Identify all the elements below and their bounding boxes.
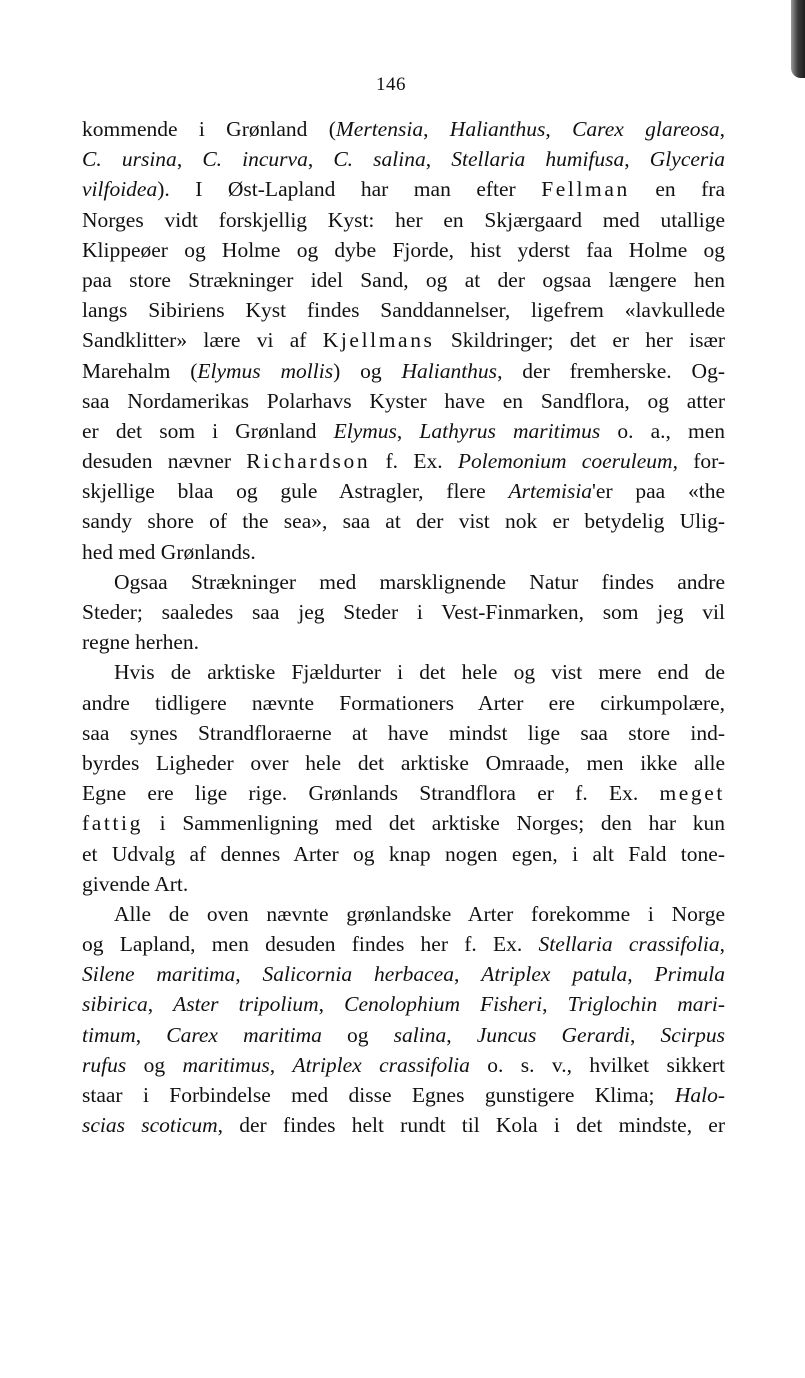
text-line: andre tidligere nævnte Formationers Arter ere cirkumpolære, (82, 690, 725, 715)
text-line: paa store Strækninger idel Sand, og at der ogsaa længere hen (82, 267, 725, 292)
text-line: Alle de oven nævnte grønlandske Arter forekomme i Norge (114, 901, 725, 926)
page-edge-shadow (791, 0, 805, 78)
text-line: rufus og maritimus, Atriplex crassifolia o. s. v., hvilket sikkert (82, 1052, 726, 1077)
body-text (82, 114, 725, 1140)
text-line: Marehalm (Elymus mollis) og Halianthus, der fremherske. Og- (82, 358, 725, 383)
text-line: langs Sibiriens Kyst findes Sanddannelser, ligefrem «lavkullede (82, 298, 725, 323)
text-line: fattig i Sammenligning med det arktiske Norges; den har kun (82, 811, 725, 836)
text-line: skjellige blaa og gule Astragler, flere Artemisia'er paa «the (82, 479, 725, 504)
text-line: saa synes Strandfloraerne at have mindst lige saa store ind- (82, 720, 725, 745)
text-line: vilfoidea). I Øst-Lapland har man efter Fellman en fra (82, 177, 725, 202)
text-line: et Udvalg af dennes Arter og knap nogen egen, i alt Fald tone- (82, 841, 725, 866)
text-line: regne herhen. (82, 630, 199, 655)
text-line: sandy shore of the sea», saa at der vist nok er betydelig Ulig- (82, 509, 725, 534)
text-line: Steder; saaledes saa jeg Steder i Vest-Finmarken, som jeg vil (82, 600, 725, 624)
text-line: Klippeøer og Holme og dybe Fjorde, hist yderst faa Holme og (82, 237, 725, 262)
text-line: saa Nordamerikas Polarhavs Kyster have en Sandflora, og atter (82, 388, 725, 413)
page-number: 146 (376, 74, 406, 95)
text-line: sibirica, Aster tripolium, Cenolophium Fisheri, Triglochin mari- (82, 992, 726, 1017)
text-line: Ogsaa Strækninger med marsklignende Natur findes andre (114, 569, 725, 594)
text-line: byrdes Ligheder over hele det arktiske Omraade, men ikke alle (82, 750, 725, 775)
text-line: og Lapland, men desuden findes her f. Ex. Stellaria crassifolia, (82, 932, 726, 957)
text-line: Egne ere lige rige. Grønlands Strandflora er f. Ex. meget (82, 781, 725, 806)
text-line: Silene maritima, Salicornia herbacea, Atriplex patula, Primula (82, 962, 726, 987)
text-line: C. ursina, C. incurva, C. salina, Stellaria humifusa, Glyceria (82, 147, 725, 172)
text-line: scias scoticum, der findes helt rundt til Kola i det mindste, er (82, 1113, 725, 1138)
text-line: Hvis de arktiske Fjældurter i det hele og vist mere end de (114, 660, 725, 685)
text-line: desuden nævner Richardson f. Ex. Polemonium coeruleum, for- (82, 449, 726, 474)
text-line: hed med Grønlands. (82, 539, 256, 564)
text-line: givende Art. (82, 871, 189, 896)
text-line: Norges vidt forskjellig Kyst: her en Skjærgaard med utallige (82, 207, 725, 232)
text-line: timum, Carex maritima og salina, Juncus Gerardi, Scirpus (82, 1022, 725, 1047)
text-line: kommende i Grønland (Mertensia, Halianthus, Carex glareosa, (82, 117, 726, 141)
text-line: staar i Forbindelse med disse Egnes gunstigere Klima; Halo- (82, 1083, 726, 1107)
text-line: er det som i Grønland Elymus, Lathyrus maritimus o. a., men (82, 418, 726, 443)
text-line: Sandklitter» lære vi af Kjellmans Skildringer; det er her især (82, 328, 725, 353)
